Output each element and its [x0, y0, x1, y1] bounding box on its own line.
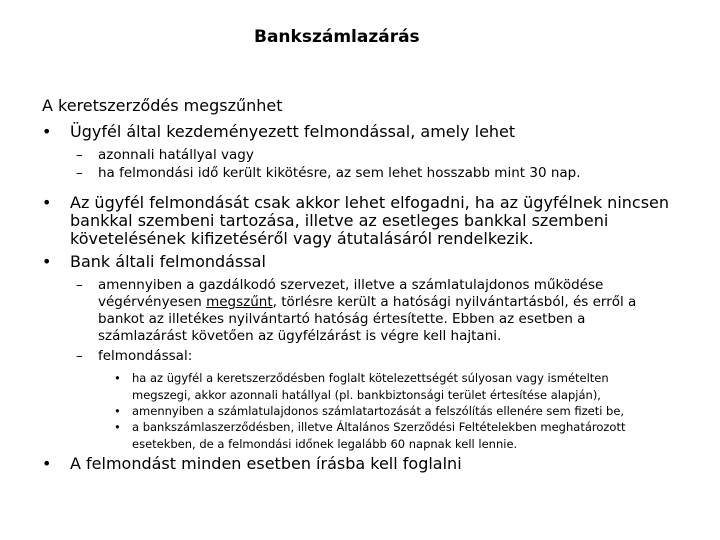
- bullet-1-sub-2: [76, 165, 706, 182]
- line-2-pre: végérvényesen: [98, 294, 207, 310]
- bullet-3-sub-1-line-3: bankot az illetékes nyilvántartó hatóság értesítette. Ebben az esetben a: [98, 311, 586, 327]
- bullet-1-sub-1-text: azonnali hatállyal vagy: [98, 147, 254, 163]
- bullet-3-sub-2-item-2: [114, 403, 714, 420]
- bullet-marker: •: [42, 193, 52, 212]
- bullet-marker: •: [114, 404, 121, 418]
- item-3-line-1: a bankszámlaszerződésben, illetve Általános Szerződési Feltételekben meghatározott: [132, 420, 626, 434]
- bullet-3-text: Bank általi felmondással: [70, 252, 266, 271]
- bullet-marker: •: [114, 371, 121, 385]
- bullet-3-sub-2-item-1: [114, 370, 714, 403]
- bullet-1-text: Ügyfél által kezdeményezett felmondással, amely lehet: [70, 122, 516, 141]
- bullet-marker: •: [42, 122, 52, 141]
- bullet-marker: •: [42, 454, 52, 473]
- bullet-marker: •: [42, 252, 52, 271]
- bullet-2-line-1: Az ügyfél felmondását csak akkor lehet elfogadni, ha az ügyfélnek nincsen: [70, 193, 670, 212]
- intro-text: A keretszerződés megszűnhet: [42, 96, 283, 115]
- line-2-post: , törlésre került a hatósági nyilvántartásból, és erről a: [272, 294, 637, 310]
- bullet-1-sub-2-text: ha felmondási idő került kikötésre, az sem lehet hosszabb mint 30 nap.: [98, 165, 581, 181]
- bullet-2: [42, 194, 712, 248]
- dash-marker: –: [76, 147, 83, 163]
- bullet-3-sub-1: [76, 277, 716, 345]
- bullet-3-sub-1-line-1: amennyiben a gazdálkodó szervezet, illetve a számlatulajdonos működése: [98, 277, 604, 293]
- slide-title: Bankszámlazárás: [254, 27, 420, 47]
- bullet-marker: •: [114, 420, 121, 434]
- bullet-4: [42, 455, 712, 473]
- bullet-2-line-3: követelésének kifizetéséről vagy átutalásáról rendelkezik.: [70, 229, 534, 248]
- bullet-3-sub-2: [76, 348, 706, 365]
- bullet-3: [42, 253, 712, 271]
- item-1-line-1: ha az ügyfél a keretszerződésben foglalt kötelezettségét súlyosan vagy ismételten: [132, 371, 609, 385]
- bullet-3-sub-1-line-4: számlazárást követően az ügyfélzárást is végre kell hajtani.: [98, 328, 502, 344]
- bullet-3-sub-2-text: felmondással:: [98, 348, 193, 364]
- bullet-1: [42, 123, 712, 141]
- bullet-4-text: A felmondást minden esetben írásba kell foglalni: [70, 454, 462, 473]
- dash-marker: –: [76, 277, 83, 293]
- item-3-line-2: esetekben, de a felmondási időnek legalább 60 napnak kell lennie.: [132, 436, 518, 451]
- bullet-1-sub-1: [76, 147, 706, 164]
- dash-marker: –: [76, 348, 83, 364]
- item-1-line-2: megszegi, akkor azonnali hatállyal (pl. bankbiztonsági terület értesítése alapján),: [132, 387, 601, 402]
- underlined-word: megszűnt: [206, 294, 273, 310]
- bullet-3-sub-1-line-2: [98, 294, 716, 311]
- bullet-2-line-2: bankkal szembeni tartozása, illetve az esetleges bankkal szembeni: [70, 211, 609, 230]
- dash-marker: –: [76, 165, 83, 181]
- item-2-text: amennyiben a számlatulajdonos számlatartozását a felszólítás ellenére sem fizeti be,: [132, 404, 625, 418]
- bullet-3-sub-2-item-3: [114, 419, 714, 452]
